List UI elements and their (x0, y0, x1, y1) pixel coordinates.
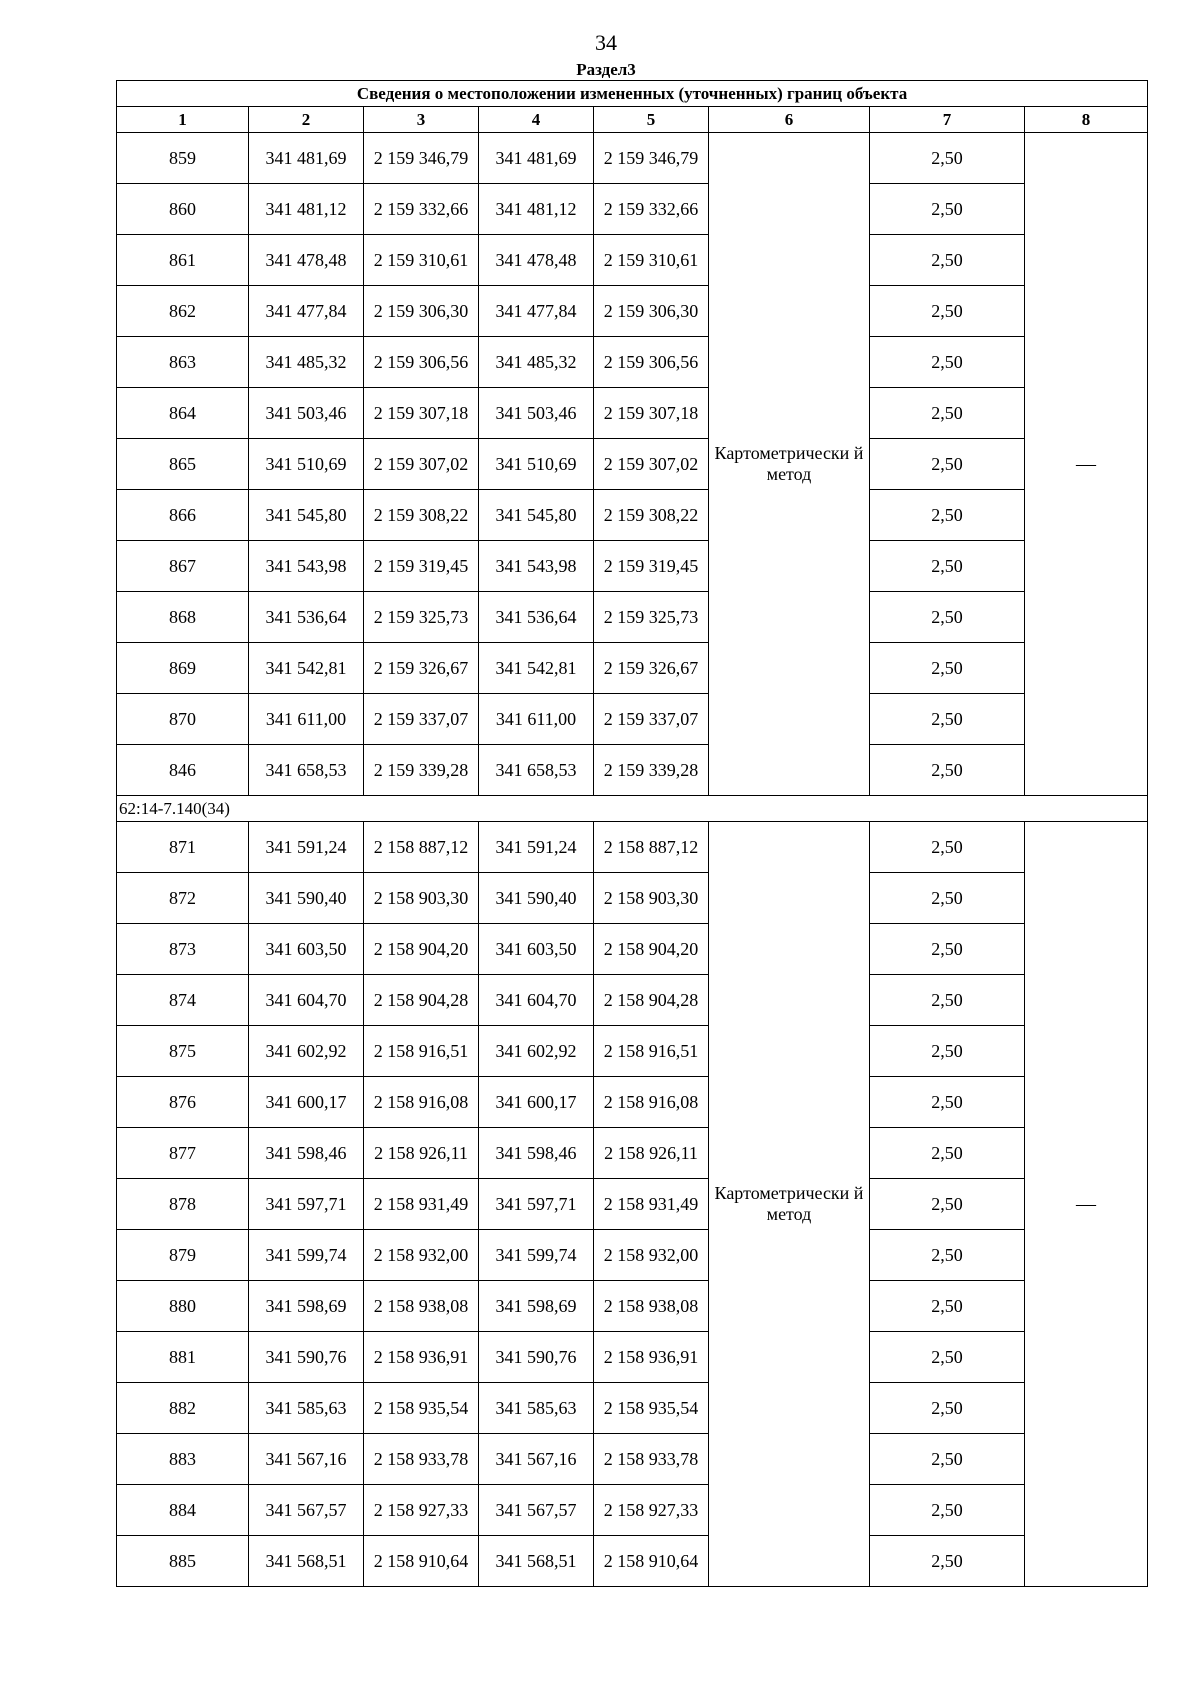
table-row (117, 1128, 1148, 1179)
x-new-cell: 341 597,71 (479, 1179, 594, 1230)
point-number-cell: 865 (117, 439, 249, 490)
x-existing-cell: 341 568,51 (249, 1536, 364, 1587)
x-new-cell: 341 598,46 (479, 1128, 594, 1179)
point-number-cell: 868 (117, 592, 249, 643)
method-cell: Картометрически й метод (709, 822, 870, 1587)
point-number-cell: 877 (117, 1128, 249, 1179)
x-existing-cell: 341 658,53 (249, 745, 364, 796)
accuracy-cell: 2,50 (870, 133, 1025, 184)
y-existing-cell: 2 158 910,64 (364, 1536, 479, 1587)
x-new-cell: 341 591,24 (479, 822, 594, 873)
y-new-cell: 2 159 319,45 (594, 541, 709, 592)
y-new-cell: 2 159 306,56 (594, 337, 709, 388)
x-new-cell: 341 604,70 (479, 975, 594, 1026)
x-new-cell: 341 599,74 (479, 1230, 594, 1281)
column8-cell: — (1025, 133, 1148, 796)
y-existing-cell: 2 158 904,20 (364, 924, 479, 975)
x-new-cell: 341 611,00 (479, 694, 594, 745)
table-row (117, 643, 1148, 694)
x-new-cell: 341 542,81 (479, 643, 594, 694)
x-existing-cell: 341 598,69 (249, 1281, 364, 1332)
y-new-cell: 2 158 938,08 (594, 1281, 709, 1332)
table-row (117, 1230, 1148, 1281)
x-new-cell: 341 602,92 (479, 1026, 594, 1077)
page-number: 34 (595, 30, 617, 55)
y-new-cell: 2 158 903,30 (594, 873, 709, 924)
accuracy-cell: 2,50 (870, 184, 1025, 235)
table-row (117, 337, 1148, 388)
point-number-cell: 882 (117, 1383, 249, 1434)
y-existing-cell: 2 159 337,07 (364, 694, 479, 745)
x-new-cell: 341 536,64 (479, 592, 594, 643)
y-existing-cell: 2 159 319,45 (364, 541, 479, 592)
x-existing-cell: 341 481,12 (249, 184, 364, 235)
column-number-2: 2 (249, 107, 364, 133)
table-row (117, 133, 1148, 184)
x-existing-cell: 341 597,71 (249, 1179, 364, 1230)
x-existing-cell: 341 603,50 (249, 924, 364, 975)
x-existing-cell: 341 590,76 (249, 1332, 364, 1383)
table-row (117, 1179, 1148, 1230)
x-new-cell: 341 481,69 (479, 133, 594, 184)
y-existing-cell: 2 158 931,49 (364, 1179, 479, 1230)
x-existing-cell: 341 590,40 (249, 873, 364, 924)
column-number-3: 3 (364, 107, 479, 133)
x-existing-cell: 341 478,48 (249, 235, 364, 286)
table-row (117, 975, 1148, 1026)
accuracy-cell: 2,50 (870, 1128, 1025, 1179)
x-existing-cell: 341 545,80 (249, 490, 364, 541)
point-number-cell: 870 (117, 694, 249, 745)
y-new-cell: 2 158 916,51 (594, 1026, 709, 1077)
y-new-cell: 2 159 308,22 (594, 490, 709, 541)
table-row (117, 541, 1148, 592)
table-title: Сведения о местоположении измененных (уточненных) границ объекта (117, 81, 1148, 107)
y-existing-cell: 2 159 326,67 (364, 643, 479, 694)
point-number-cell: 867 (117, 541, 249, 592)
y-new-cell: 2 158 936,91 (594, 1332, 709, 1383)
x-existing-cell: 341 602,92 (249, 1026, 364, 1077)
accuracy-cell: 2,50 (870, 235, 1025, 286)
y-new-cell: 2 158 935,54 (594, 1383, 709, 1434)
accuracy-cell: 2,50 (870, 745, 1025, 796)
x-existing-cell: 341 477,84 (249, 286, 364, 337)
point-number-cell: 872 (117, 873, 249, 924)
x-new-cell: 341 658,53 (479, 745, 594, 796)
point-number-cell: 884 (117, 1485, 249, 1536)
y-new-cell: 2 158 887,12 (594, 822, 709, 873)
method-cell: Картометрически й метод (709, 133, 870, 796)
point-number-cell: 860 (117, 184, 249, 235)
point-number-cell: 878 (117, 1179, 249, 1230)
column-number-5: 5 (594, 107, 709, 133)
coordinates-table (116, 80, 1148, 1587)
x-new-cell: 341 510,69 (479, 439, 594, 490)
x-existing-cell: 341 567,57 (249, 1485, 364, 1536)
x-existing-cell: 341 510,69 (249, 439, 364, 490)
group-label: 62:14-7.140(34) (117, 796, 1148, 822)
y-existing-cell: 2 159 306,30 (364, 286, 479, 337)
accuracy-cell: 2,50 (870, 1026, 1025, 1077)
y-existing-cell: 2 158 916,51 (364, 1026, 479, 1077)
group-label-row (117, 796, 1148, 822)
point-number-cell: 862 (117, 286, 249, 337)
x-new-cell: 341 543,98 (479, 541, 594, 592)
accuracy-cell: 2,50 (870, 388, 1025, 439)
y-existing-cell: 2 158 904,28 (364, 975, 479, 1026)
y-new-cell: 2 159 310,61 (594, 235, 709, 286)
point-number-cell: 863 (117, 337, 249, 388)
accuracy-cell: 2,50 (870, 1332, 1025, 1383)
y-existing-cell: 2 159 325,73 (364, 592, 479, 643)
y-new-cell: 2 158 904,28 (594, 975, 709, 1026)
x-existing-cell: 341 585,63 (249, 1383, 364, 1434)
point-number-cell: 876 (117, 1077, 249, 1128)
table-row (117, 184, 1148, 235)
x-new-cell: 341 478,48 (479, 235, 594, 286)
accuracy-cell: 2,50 (870, 822, 1025, 873)
point-number-cell: 871 (117, 822, 249, 873)
y-new-cell: 2 159 332,66 (594, 184, 709, 235)
x-new-cell: 341 585,63 (479, 1383, 594, 1434)
y-existing-cell: 2 159 308,22 (364, 490, 479, 541)
section-title: Раздел3 (576, 60, 636, 79)
x-new-cell: 341 485,32 (479, 337, 594, 388)
table-row (117, 1536, 1148, 1587)
x-existing-cell: 341 604,70 (249, 975, 364, 1026)
x-new-cell: 341 545,80 (479, 490, 594, 541)
accuracy-cell: 2,50 (870, 541, 1025, 592)
table-row (117, 235, 1148, 286)
table-row (117, 924, 1148, 975)
x-existing-cell: 341 598,46 (249, 1128, 364, 1179)
accuracy-cell: 2,50 (870, 1179, 1025, 1230)
y-new-cell: 2 159 307,02 (594, 439, 709, 490)
accuracy-cell: 2,50 (870, 873, 1025, 924)
column8-cell: — (1025, 822, 1148, 1587)
y-existing-cell: 2 158 936,91 (364, 1332, 479, 1383)
y-existing-cell: 2 158 935,54 (364, 1383, 479, 1434)
y-existing-cell: 2 159 307,18 (364, 388, 479, 439)
accuracy-cell: 2,50 (870, 643, 1025, 694)
column-number-row (117, 107, 1148, 133)
x-new-cell: 341 598,69 (479, 1281, 594, 1332)
y-new-cell: 2 158 904,20 (594, 924, 709, 975)
point-number-cell: 861 (117, 235, 249, 286)
y-new-cell: 2 158 926,11 (594, 1128, 709, 1179)
y-existing-cell: 2 158 916,08 (364, 1077, 479, 1128)
x-existing-cell: 341 591,24 (249, 822, 364, 873)
table-row (117, 439, 1148, 490)
table-row (117, 1077, 1148, 1128)
y-new-cell: 2 159 306,30 (594, 286, 709, 337)
accuracy-cell: 2,50 (870, 490, 1025, 541)
table-row (117, 873, 1148, 924)
y-existing-cell: 2 158 932,00 (364, 1230, 479, 1281)
y-new-cell: 2 159 326,67 (594, 643, 709, 694)
table-row (117, 745, 1148, 796)
accuracy-cell: 2,50 (870, 286, 1025, 337)
x-existing-cell: 341 611,00 (249, 694, 364, 745)
y-new-cell: 2 159 346,79 (594, 133, 709, 184)
y-new-cell: 2 158 932,00 (594, 1230, 709, 1281)
y-new-cell: 2 158 931,49 (594, 1179, 709, 1230)
point-number-cell: 875 (117, 1026, 249, 1077)
x-new-cell: 341 603,50 (479, 924, 594, 975)
accuracy-cell: 2,50 (870, 924, 1025, 975)
point-number-cell: 874 (117, 975, 249, 1026)
y-new-cell: 2 158 927,33 (594, 1485, 709, 1536)
y-existing-cell: 2 159 307,02 (364, 439, 479, 490)
y-new-cell: 2 159 337,07 (594, 694, 709, 745)
y-existing-cell: 2 158 926,11 (364, 1128, 479, 1179)
table-row (117, 1281, 1148, 1332)
x-existing-cell: 341 542,81 (249, 643, 364, 694)
x-new-cell: 341 481,12 (479, 184, 594, 235)
x-existing-cell: 341 485,32 (249, 337, 364, 388)
table-row (117, 1434, 1148, 1485)
table-row (117, 286, 1148, 337)
column-number-1: 1 (117, 107, 249, 133)
x-new-cell: 341 503,46 (479, 388, 594, 439)
accuracy-cell: 2,50 (870, 439, 1025, 490)
point-number-cell: 883 (117, 1434, 249, 1485)
table-row (117, 490, 1148, 541)
table-row (117, 1026, 1148, 1077)
y-new-cell: 2 159 307,18 (594, 388, 709, 439)
point-number-cell: 880 (117, 1281, 249, 1332)
accuracy-cell: 2,50 (870, 592, 1025, 643)
x-existing-cell: 341 481,69 (249, 133, 364, 184)
x-new-cell: 341 590,76 (479, 1332, 594, 1383)
y-new-cell: 2 159 325,73 (594, 592, 709, 643)
y-new-cell: 2 158 910,64 (594, 1536, 709, 1587)
column-number-8: 8 (1025, 107, 1148, 133)
accuracy-cell: 2,50 (870, 1281, 1025, 1332)
x-new-cell: 341 568,51 (479, 1536, 594, 1587)
column-number-6: 6 (709, 107, 870, 133)
point-number-cell: 885 (117, 1536, 249, 1587)
y-existing-cell: 2 159 310,61 (364, 235, 479, 286)
table-body (117, 133, 1148, 1587)
table-row (117, 1383, 1148, 1434)
accuracy-cell: 2,50 (870, 1434, 1025, 1485)
table-row (117, 694, 1148, 745)
accuracy-cell: 2,50 (870, 1077, 1025, 1128)
y-existing-cell: 2 158 938,08 (364, 1281, 479, 1332)
y-existing-cell: 2 159 306,56 (364, 337, 479, 388)
y-new-cell: 2 158 933,78 (594, 1434, 709, 1485)
y-existing-cell: 2 158 887,12 (364, 822, 479, 873)
y-existing-cell: 2 159 332,66 (364, 184, 479, 235)
point-number-cell: 864 (117, 388, 249, 439)
x-new-cell: 341 567,16 (479, 1434, 594, 1485)
x-existing-cell: 341 543,98 (249, 541, 364, 592)
y-new-cell: 2 158 916,08 (594, 1077, 709, 1128)
point-number-cell: 869 (117, 643, 249, 694)
table-row (117, 1485, 1148, 1536)
accuracy-cell: 2,50 (870, 1383, 1025, 1434)
point-number-cell: 879 (117, 1230, 249, 1281)
y-existing-cell: 2 158 903,30 (364, 873, 479, 924)
x-new-cell: 341 590,40 (479, 873, 594, 924)
x-new-cell: 341 567,57 (479, 1485, 594, 1536)
column-number-7: 7 (870, 107, 1025, 133)
point-number-cell: 866 (117, 490, 249, 541)
x-existing-cell: 341 536,64 (249, 592, 364, 643)
column-number-4: 4 (479, 107, 594, 133)
point-number-cell: 859 (117, 133, 249, 184)
x-existing-cell: 341 503,46 (249, 388, 364, 439)
accuracy-cell: 2,50 (870, 694, 1025, 745)
y-new-cell: 2 159 339,28 (594, 745, 709, 796)
point-number-cell: 846 (117, 745, 249, 796)
accuracy-cell: 2,50 (870, 1485, 1025, 1536)
point-number-cell: 881 (117, 1332, 249, 1383)
accuracy-cell: 2,50 (870, 1230, 1025, 1281)
table-row (117, 388, 1148, 439)
table-row (117, 592, 1148, 643)
x-existing-cell: 341 567,16 (249, 1434, 364, 1485)
table-row (117, 1332, 1148, 1383)
x-existing-cell: 341 599,74 (249, 1230, 364, 1281)
point-number-cell: 873 (117, 924, 249, 975)
table-row (117, 822, 1148, 873)
y-existing-cell: 2 158 933,78 (364, 1434, 479, 1485)
y-existing-cell: 2 159 339,28 (364, 745, 479, 796)
accuracy-cell: 2,50 (870, 1536, 1025, 1587)
y-existing-cell: 2 159 346,79 (364, 133, 479, 184)
x-new-cell: 341 600,17 (479, 1077, 594, 1128)
accuracy-cell: 2,50 (870, 337, 1025, 388)
x-new-cell: 341 477,84 (479, 286, 594, 337)
x-existing-cell: 341 600,17 (249, 1077, 364, 1128)
y-existing-cell: 2 158 927,33 (364, 1485, 479, 1536)
accuracy-cell: 2,50 (870, 975, 1025, 1026)
